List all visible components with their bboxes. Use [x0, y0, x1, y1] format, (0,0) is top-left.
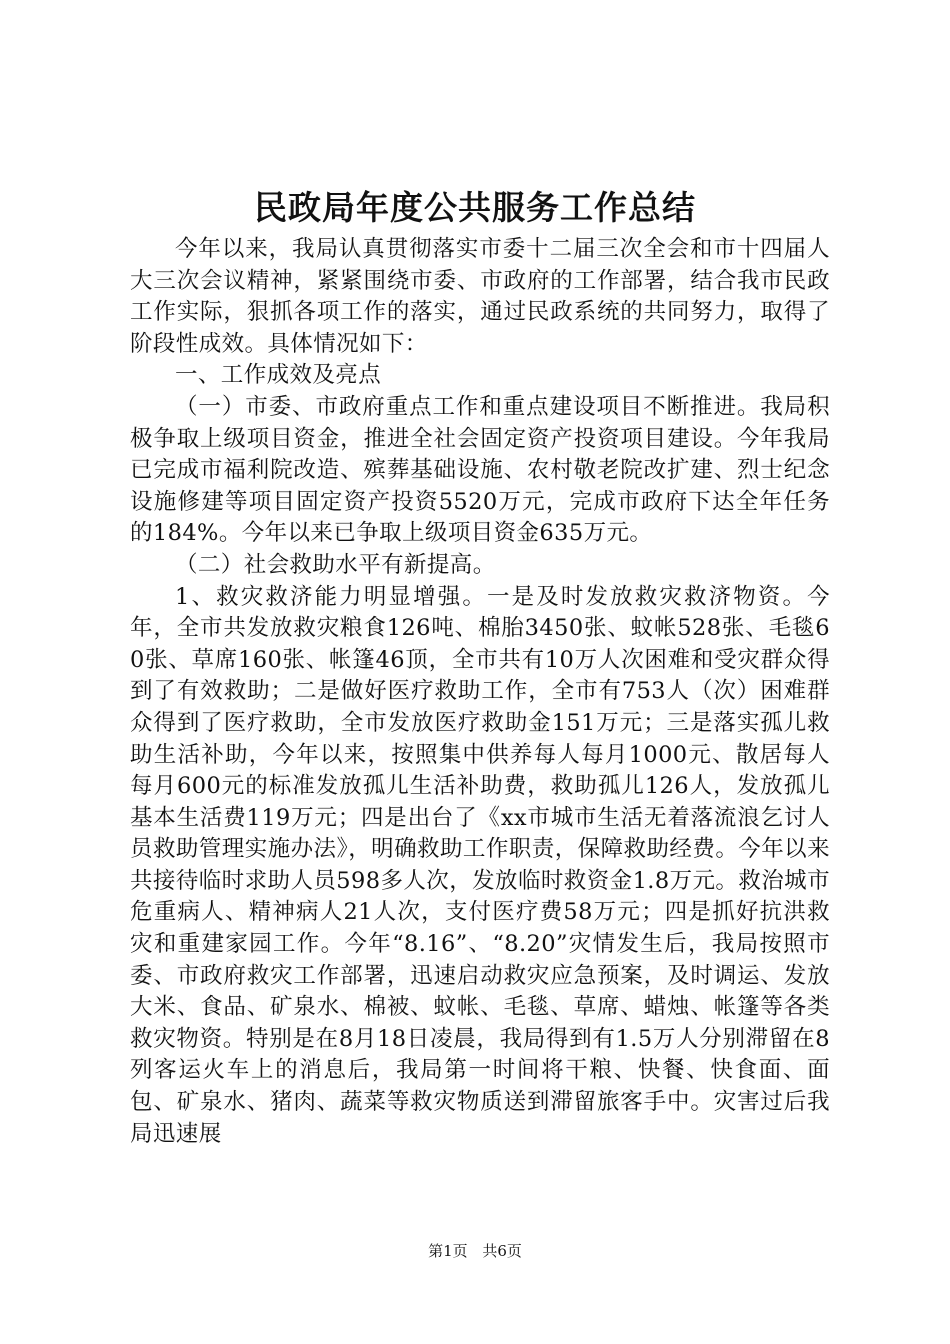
- page-total: 共6页: [482, 1242, 522, 1260]
- document-title: 民政局年度公共服务工作总结: [254, 188, 696, 227]
- page-number: 第1页: [428, 1242, 468, 1260]
- subsection-1-paragraph: （一）市委、市政府重点工作和重点建设项目不断推进。我局积极争取上级项目资金，推进全社会固定资产投资项目建设。今年我局已完成市福利院改造、殡葬基础设施、农村敬老院改扩建、烈士纪念设施修建等项目固定资产投资5520万元，完成市政府下达全年任务的184%。今年以来已争取上级项目资金635万元。: [130, 393, 830, 547]
- document-body: [130, 234, 830, 1150]
- subsection-2-heading: （二）社会救助水平有新提高。: [175, 551, 496, 578]
- relief-paragraph: 1、救灾救济能力明显增强。一是及时发放救灾救济物资。今年，全市共发放救灾粮食126吨、棉胎3450张、蚊帐528张、毛毯60张、草席160张、帐篷46顶，全市共有10万人次困难和受灾群众得到了有效救助；二是做好医疗救助工作，全市有753人（次）困难群众得到了医疗救助，全市发放医疗救助金151万元；三是落实孤儿救助生活补助，今年以来，按照集中供养每人每月1000元、散居每人每月600元的标准发放孤儿生活补助费，救助孤儿126人，发放孤儿基本生活费119万元；四是出台了《xx市城市生活无着落流浪乞讨人员救助管理实施办法》，明确救助工作职责，保障救助经费。今年以来共接待临时求助人员598多人次，发放临时救资金1.8万元。救治城市危重病人、精神病人21人次，支付医疗费58万元；四是抓好抗洪救灾和重建家园工作。今年“8.16”、“8.20”灾情发生后，我局按照市委、市政府救灾工作部署，迅速启动救灾应急预案，及时调运、发放大米、食品、矿泉水、棉被、蚊帐、毛毯、草席、蜡烛、帐篷等各类救灾物资。特别是在8月18日凌晨，我局得到有1.5万人分别滞留在8列客运火车上的消息后，我局第一时间将干粮、快餐、快食面、面包、矿泉水、猪肉、蔬菜等救灾物质送到滞留旅客手中。灾害过后我局迅速展: [130, 583, 830, 1147]
- page-footer: [0, 1241, 950, 1261]
- section-heading: 一、工作成效及亮点: [175, 362, 382, 389]
- intro-paragraph: 今年以来，我局认真贯彻落实市委十二届三次全会和市十四届人大三次会议精神，紧紧围绕市委、市政府的工作部署，结合我市民政工作实际，狠抓各项工作的落实，通过民政系统的共同努力，取得了阶段性成效。具体情况如下：: [130, 236, 830, 357]
